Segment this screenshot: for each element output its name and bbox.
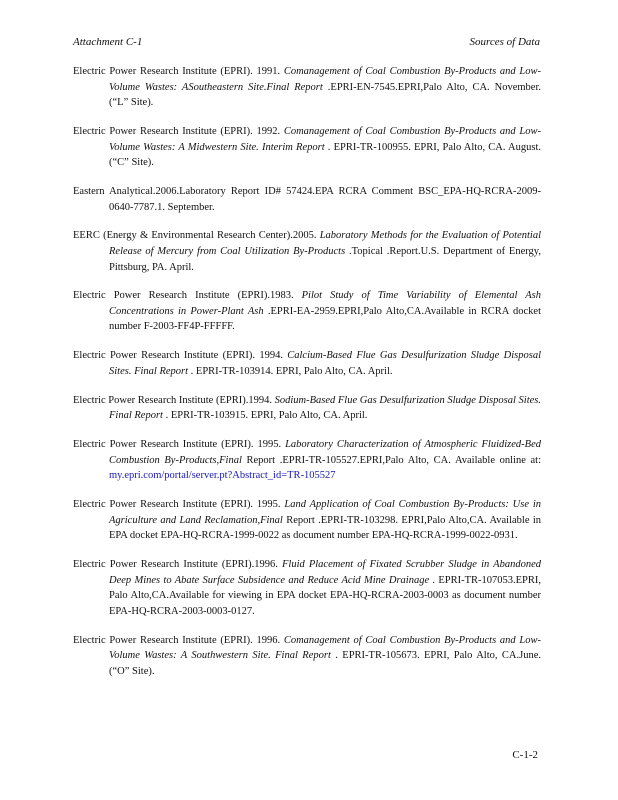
reference-title: Laboratory Methods for the Evaluation of Potential Release of Mercury from Coal Utilization By-Products [109, 230, 541, 257]
reference-entry [73, 124, 541, 171]
reference-text: Electric Power Research Institute (EPRI). 1995. [73, 498, 285, 510]
reference-title: Laboratory Characterization of Atmospheric Fluidized-Bed Combustion By-Products,Final [109, 439, 541, 466]
header-attachment-label: Attachment C-1 [73, 36, 143, 48]
reference-entry [73, 497, 541, 544]
reference-text: Electric Power Research Institute (EPRI).1996. [73, 558, 282, 570]
reference-entry [73, 228, 541, 275]
reference-text: Electric Power Research Institute (EPRI).1983. [73, 290, 302, 302]
reference-entry [73, 633, 541, 680]
reference-title: Sodium-Based Flue Gas Desulfurization Sludge Disposal Sites. Final Report [109, 394, 542, 422]
reference-text: . EPRI-TR-107053.EPRI, Palo Alto,CA.Available for viewing in EPA docket EPA-HQ-RCRA-2003-0003 as document number EPA-HQ-RCRA-2003-0003-0127. [109, 574, 542, 617]
reference-text: EERC (Energy & Environmental Research Center).2005. [73, 230, 320, 242]
reference-entry [73, 393, 541, 424]
page-number: C-1-2 [512, 749, 538, 761]
reference-text: Eastern Analytical.2006.Laboratory Report ID# 57424.EPA RCRA Comment BSC_EPA-HQ-RCRA-2009-0640-7787.1. September. [73, 185, 541, 213]
reference-text: . EPRI-TR-103915. EPRI, Palo Alto, CA. April. [162, 410, 368, 422]
reference-text: Electric Power Research Institute (EPRI). 1991. [73, 66, 284, 77]
reference-title: Land Application of Coal Combustion By-Products: Use in Agriculture and Land Reclamation,Final [109, 498, 542, 526]
reference-text: Report .EPRI-TR-103298. EPRI,Palo Alto,CA. Available in EPA docket EPA-HQ-RCRA-1999-0022 as document number EPA-HQ-RCRA-1999-0022-0931. [109, 514, 541, 542]
reference-text: Electric Power Research Institute (EPRI). 1994. [73, 350, 288, 362]
reference-title: Comanagement of Coal Combustion By-Products and Low-Volume Wastes: A Southwestern Site. Final Report [109, 634, 542, 662]
reference-text: Electric Power Research Institute (EPRI). 1996. [73, 634, 284, 646]
reference-entry [73, 348, 541, 379]
reference-entry [73, 184, 541, 215]
reference-text: . EPRI-TR-105673. EPRI, Palo Alto, CA.June. (“O” Site). [109, 650, 541, 677]
reference-entry [73, 288, 541, 335]
reference-entry [73, 437, 541, 484]
reference-text: Report .EPRI-TR-105527.EPRI,Palo Alto, CA. Available online at: [241, 454, 541, 466]
reference-text: .EPRI-EN-7545.EPRI,Palo Alto, CA. November. (“L” Site). [109, 81, 542, 109]
reference-title: Comanagement of Coal Combustion By-Products and Low-Volume Wastes: ASoutheastern Site.Final Report [109, 66, 542, 93]
reference-link[interactable]: my.epri.com/portal/server.pt?Abstract_id=TR-105527 [109, 470, 336, 482]
reference-text: . EPRI-TR-100955. EPRI, Palo Alto, CA. August. (“C” Site). [109, 141, 542, 169]
reference-title: Calcium-Based Flue Gas Desulfurization Sludge Disposal Sites. Final Report [109, 350, 542, 377]
reference-title: Fluid Placement of Fixated Scrubber Sludge in Abandoned Deep Mines to Abate Surface Subsidence and Reduce Acid Mine Drainage [109, 558, 542, 586]
reference-list [73, 64, 541, 692]
reference-text: .EPRI-EA-2959.EPRI,Palo Alto,CA.Available in RCRA docket number F-2003-FF4P-FFFFF. [109, 305, 541, 333]
reference-text: Electric Power Research Institute (EPRI).1994. [73, 394, 275, 406]
header-section-title: Sources of Data [469, 36, 540, 48]
reference-text: Electric Power Research Institute (EPRI). 1995. [73, 439, 286, 450]
reference-title: Pilot Study of Time Variability of Elemental Ash Concentrations in Power-Plant Ash [109, 290, 541, 317]
reference-text: . EPRI-TR-103914. EPRI, Palo Alto, CA. April. [188, 365, 393, 377]
reference-text: Electric Power Research Institute (EPRI). 1992. [73, 125, 284, 137]
reference-entry [73, 557, 541, 619]
reference-entry [73, 64, 541, 111]
reference-text: .Topical .Report.U.S. Department of Energy, Pittsburg, PA. April. [109, 245, 541, 273]
reference-title: Comanagement of Coal Combustion By-Products and Low-Volume Wastes: A Midwestern Site. Interim Report [109, 125, 542, 153]
